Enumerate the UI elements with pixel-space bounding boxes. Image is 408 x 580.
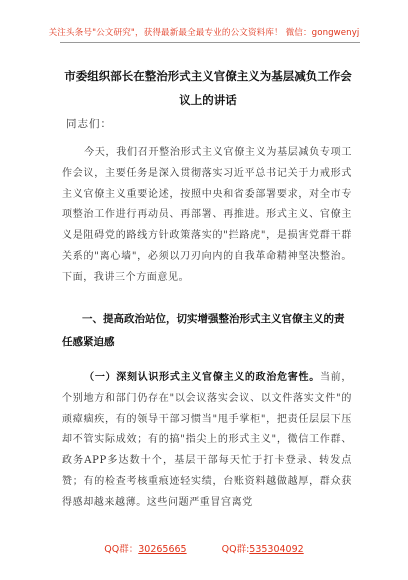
header-divider xyxy=(60,42,360,43)
top-promo-banner xyxy=(0,26,408,38)
qq-group-2-number: 535304092 xyxy=(249,544,304,555)
qq-group-1-number: 30265665 xyxy=(138,544,187,555)
bottom-promo-banner xyxy=(0,541,408,555)
subsection-paragraph xyxy=(62,368,352,514)
promo-text: 关注头条号"公文研究"，获得最新最全最专业的公文资料库！ 微信：gongwenyj xyxy=(48,28,360,38)
qq-group-1 xyxy=(104,544,186,555)
intro-paragraph-text: 今天，我们召开整治形式主义官僚主义为基层减负专项工作会议，主要任务是深入贯彻落实习近平总书记关于力戒形式主义官僚主义重要论述，按照中央和省委部署要求，对全市专项整治工作进行再动员、再部署、再推进。形式主义、官僚主义是阻碍党的路线方针政策落实的"拦路虎"，是损害党群干群关系的"离心墙"，必须以刀刃向内的自我革命精神坚决整治。下面，我讲三个方面意见。 xyxy=(62,147,352,283)
title-line-1: 市委组织部长在整治形式主义官僚主义为基层减负工作会 xyxy=(64,69,352,83)
intro-paragraph xyxy=(62,143,352,289)
title-line-2: 议上的讲话 xyxy=(179,93,237,107)
salutation: 同志们： xyxy=(66,118,112,130)
subsection-lead: （一）深刻认识形式主义官僚主义的政治危害性。 xyxy=(84,372,320,383)
document-title xyxy=(58,64,358,112)
qq-group-2 xyxy=(222,544,304,555)
qq-group-2-label: QQ群: xyxy=(221,544,250,555)
section-heading-text: 一、提高政治站位，切实增强整治形式主义官僚主义的责任感紧迫感 xyxy=(62,313,345,348)
qq-group-1-label: QQ群： xyxy=(104,544,139,555)
section-heading xyxy=(62,308,354,354)
subsection-body: 当前，个别地方和部门仍存在"以会议落实会议、以文件落实文件"的顽瘴痼疾，有的领导干部习惯当"甩手掌柜"，把责任层层下压却不管实际成效；有的搞"指尖上的形式主义"，微信工作群、政务APP多达数十个，基层干部每天忙于打卡登录、转发点赞；有的检查考核重痕迹轻实绩，台账资料越做越厚，群众获得感却越来越薄。这些问题严重冒宫离党 xyxy=(62,372,352,508)
